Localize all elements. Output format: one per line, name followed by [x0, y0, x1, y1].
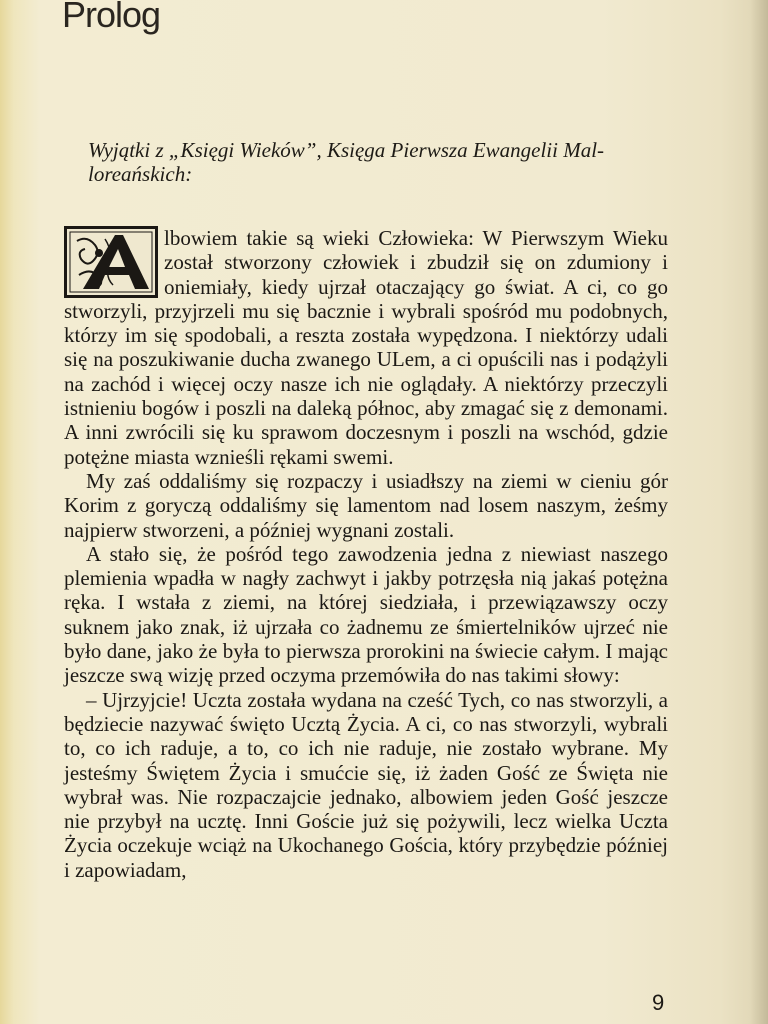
paragraph-3: A stało się, że pośród tego zawodzenia jedna z niewiast naszego plemienia wpadła w nagły zachwyt i jakby potrzęsła nią jakaś potężna ręka. I wstała z ziemi, na której siedziała, i przewiązawszy oczy suknem jako znak, iż ujrzała co żadnemu ze śmiertelników ujrzeć nie było dane, jako że była to pierwsza prorokini na świecie całym. I mając jeszcze swą wizję przed oczyma przemówiła do nas takimi słowy: — [64, 541, 668, 688]
paragraph-1-text: lbowiem takie są wieki Człowieka: W Pierwszym Wieku został stworzony człowiek i zbudził się on zdumiony i oniemiały, kiedy ujrzał otaczający go świat. A ci, co go stworzyli, przyjrzeli mu się bacznie i wybrali spośród mu podobnych, którzy im się spodobali, a reszta została wypędzona. I niektórzy udali się na poszukiwanie ducha zwanego ULem, a ci opuścili nas i podążyli na zachód i więcej oczy nasze ich nie oglądały. A niektórzy przeczyli istnieniu bogów i poszli na daleką północ, aby zmagać się z demonami. A inni zwrócili się ku sprawom doczesnym i poszli na wschód, gdzie potężne miasta wznieśli rękami swemi. — [64, 226, 668, 469]
dropcap-ornament — [64, 226, 158, 298]
epigraph-line-2: loreańskich: — [88, 162, 193, 186]
page-edge-shadow — [750, 0, 768, 1024]
page-number: 9 — [652, 990, 665, 1015]
epigraph — [88, 138, 668, 186]
paragraph-4: – Ujrzyjcie! Uczta została wydana na cześć Tych, co nas stworzyli, a będziecie nazywać święto Ucztą Życia. A ci, co nas stworzyli, wybrali to, co ich raduje, a to, co ich nie raduje, nie zostało wybrane. My jesteśmy Świętem Życia i smućcie się, iż żaden Gość ze Święta nie wybrał was. Nie rozpaczajcie jednako, albowiem jeden Gość jeszcze nie przybył na ucztę. Inni Goście już się pożywili, lecz wielka Uczta Życia oczekuje wciąż na Ukochanego Gościa, który przybędzie później i zapowiadam, — [64, 687, 668, 882]
body-text — [64, 226, 668, 882]
ornamental-letter-icon — [69, 231, 153, 293]
paragraph-1 — [64, 226, 668, 469]
epigraph-line-1: Wyjątki z „Księgi Wieków”, Księga Pierwsza Ewangelii Mal- — [88, 138, 605, 162]
chapter-title: Prolog — [62, 0, 161, 35]
paragraph-2: My zaś oddaliśmy się rozpaczy i usiadłszy na ziemi w cieniu gór Korim z goryczą oddaliśmy się lamentom nad losem naszym, żeśmy najpierw stworzeni, a później wygnani zostali. — [64, 468, 668, 542]
